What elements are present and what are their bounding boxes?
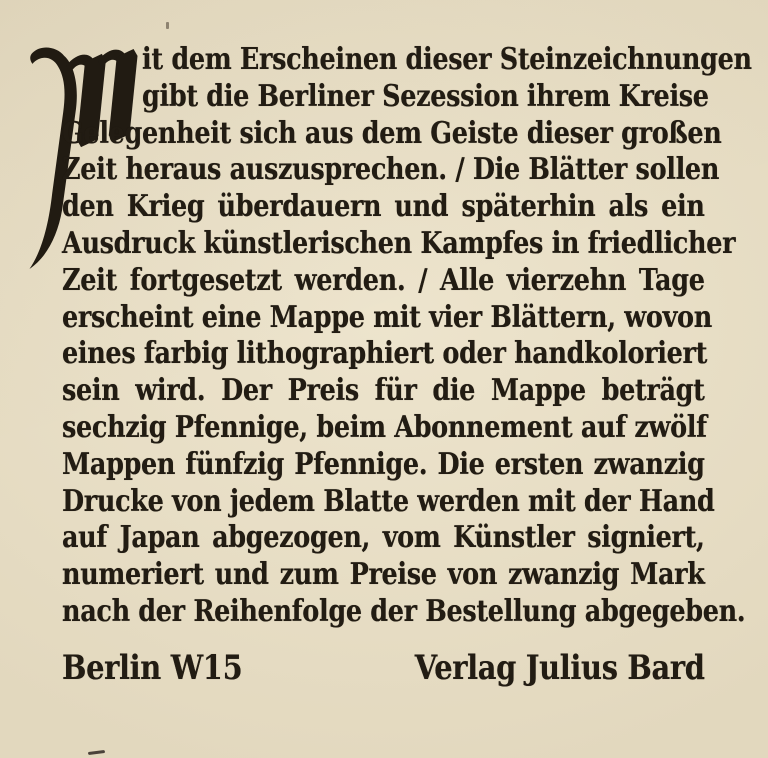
imprint-line [62,646,705,690]
text-line: gibt die Berliner Sezession ihrem Kreise [142,78,709,114]
text-line: sein wird. Der Preis für die Mappe beträgt [62,373,705,409]
text-line: Mappen fünfzig Pfennige. Die ersten zwanzig [62,446,705,482]
text-line: auf Japan abgezogen, vom Künstler signiert, [62,520,705,556]
text-line: Ausdruck künstlerischen Kampfes in friedlicher [62,225,736,261]
paper-speck [88,750,105,755]
imprint-place: Berlin W15 [62,647,243,688]
text-line: erscheint eine Mappe mit vier Blättern, wovon [62,299,712,335]
text-line: Zeit heraus auszusprechen. / Die Blätter sollen [62,152,720,188]
body-text-block [62,42,752,690]
text-line: den Krieg überdauern und späterhin als ein [62,189,705,225]
text-line: Gelegenheit sich aus dem Geiste dieser großen [62,115,722,151]
text-line: it dem Erscheinen dieser Steinzeichnungen [142,42,752,77]
text-line: numeriert und zum Preise von zwanzig Mark [62,557,705,593]
paper-speck [166,22,169,29]
drop-cap-letter [62,42,63,43]
text-line: Zeit fortgesetzt werden. / Alle vierzehn Tage [62,262,705,298]
text-line: nach der Reihenfolge der Bestellung abgegeben. [62,593,746,629]
text-line: eines farbig lithographiert oder handkoloriert [62,336,708,372]
imprint-publisher: Verlag Julius Bard [414,647,705,688]
text-line: sechzig Pfennige, beim Abonnement auf zwölf [62,409,707,445]
text-line: Drucke von jedem Blatte werden mit der Hand [62,483,715,519]
